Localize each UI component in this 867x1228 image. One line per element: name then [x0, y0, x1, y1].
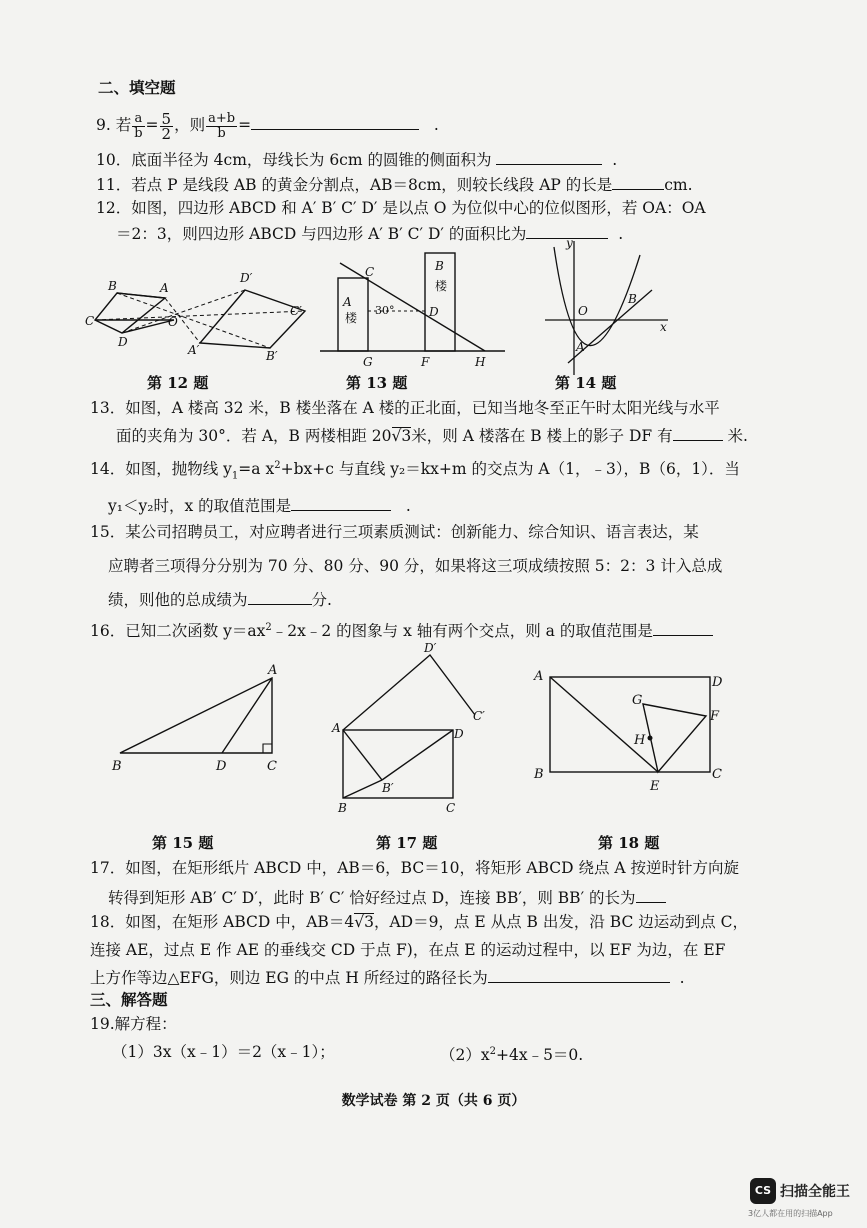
question-17-line-1: 17．如图，在矩形纸片 ABCD 中，AB＝6，BC＝10，将矩形 ABCD 绕点 A 按逆时针方向旋 — [90, 859, 740, 877]
fig15-label: C — [267, 759, 277, 774]
watermark-tagline: 3亿人都在用的扫描App — [748, 1209, 833, 1218]
fig14-label: x — [660, 320, 667, 334]
answer-blank-15[interactable] — [248, 588, 312, 605]
fig13-label: F — [421, 355, 430, 369]
question-16: 16．已知二次函数 $y=ax^2﹣2x﹣2$ 的图象与 x 轴有两个交点，则 a 的取值范围是 — [90, 618, 713, 641]
figure-17 — [330, 640, 500, 820]
fig13-label: 30° — [375, 304, 395, 317]
question-19-title: 19.解方程： — [90, 1015, 177, 1033]
caption-18: 第 18 题 — [598, 834, 660, 852]
watermark-app-name: 扫描全能王 — [780, 1184, 850, 1200]
rect-abcd — [550, 677, 710, 772]
fig15-label: D — [216, 759, 227, 774]
fig13-label: C — [365, 265, 375, 279]
fig12-label: C′ — [290, 304, 302, 318]
fig18-label: E — [650, 779, 660, 794]
fig12-label: A′ — [188, 343, 200, 357]
question-14-line-2: y₁＜y₂时，x 的取值范围是 . — [108, 494, 411, 516]
fig17-label: C — [446, 801, 456, 815]
question-13-line-1: 13．如图，A 楼高 32 米，B 楼坐落在 A 楼的正北面，已知当地冬至正午时太阳光线与水平 — [90, 399, 720, 417]
fig12-label: B — [108, 279, 117, 293]
section-title-solutions: 三、解答题 — [90, 990, 168, 1009]
fig18-label: B — [534, 767, 544, 782]
fig17-label: B — [338, 801, 347, 815]
fig17-label: A — [332, 721, 341, 735]
answer-blank-13[interactable] — [673, 424, 723, 441]
fig18-label: H — [634, 733, 646, 748]
rect-abcd — [343, 730, 453, 798]
answer-blank-9[interactable] — [251, 113, 419, 130]
fig18-label: A — [534, 669, 544, 684]
fraction-5-over-2: $\frac{5}{2}$ — [161, 109, 172, 143]
caption-12: 第 12 题 — [147, 374, 209, 392]
fig13-label: G — [363, 355, 373, 369]
question-12-line-1: 12．如图，四边形 ABCD 和 A′ B′ C′ D′ 是以点 O 为位似中心的位似图形，若 OA：OA — [96, 199, 706, 217]
fig14-label: y — [566, 236, 573, 250]
fraction-a-plus-b-over-b: $\frac{a+b}{b}$ — [208, 110, 236, 141]
scanner-watermark — [746, 1178, 866, 1222]
figure-15 — [100, 660, 300, 780]
rect-prime-sides — [343, 655, 475, 730]
question-14-line-1: 14．如图，抛物线 $y_1=a$ $x^2+bx+c$ 与直线 y₂＝kx+m 的交点为 A（1，﹣3），B（6，1）．当 — [90, 460, 740, 482]
answer-blank-10[interactable] — [496, 148, 602, 165]
fig13-label: B — [435, 259, 444, 273]
page-footer: 数学试卷 第 2 页（共 6 页） — [341, 1093, 526, 1109]
caption-13: 第 13 题 — [346, 374, 408, 392]
quad-abcd-prime — [200, 290, 305, 348]
fig17-label: D — [454, 727, 464, 741]
caption-17: 第 17 题 — [376, 834, 438, 852]
caption-15: 第 15 题 — [152, 834, 214, 852]
fig12-label: D — [118, 335, 128, 349]
answer-blank-14[interactable] — [291, 494, 391, 511]
fig12-label: D′ — [240, 271, 253, 285]
fig18-label: G — [632, 693, 643, 708]
answer-blank-16[interactable] — [653, 619, 713, 636]
answer-blank-17[interactable] — [636, 886, 666, 903]
question-17-line-2: 转得到矩形 AB′ C′ D′，此时 B′ C′ 恰好经过点 D，连接 BB′，则 BB′ 的长为 — [108, 886, 666, 908]
fig12-label: A — [160, 281, 169, 295]
question-18-line-2: 连接 AE，过点 E 作 AE 的垂线交 CD 于点 F)，在点 E 的运动过程中，以 EF 为边，在 EF — [90, 941, 726, 959]
fig13-label: 楼 — [435, 279, 448, 293]
question-15-line-2: 应聘者三项得分分别为 70 分、80 分、90 分，如果将这三项成绩按照 5：2：3 计入总成 — [108, 557, 723, 575]
fig17-label: D′ — [424, 641, 437, 655]
fig12-label: B′ — [266, 349, 278, 363]
fig12-label: O — [168, 315, 178, 329]
figure-18 — [528, 662, 738, 802]
figure-13 — [315, 248, 515, 388]
fig17-label: C′ — [473, 709, 485, 723]
question-18-line-1: 18．如图，在矩形 ABCD 中，AB＝4√3，AD＝9，点 E 从点 B 出发，沿 BC 边运动到点 C， — [90, 913, 749, 931]
fig15-label: A — [268, 663, 278, 678]
fig17-label: B′ — [382, 781, 394, 795]
question-15-line-1: 15．某公司招聘员工，对应聘者进行三项素质测试：创新能力、综合知识、语言表达，某 — [90, 523, 699, 541]
question-10: 10．底面半径为 4cm，母线长为 6cm 的圆锥的侧面积为 . — [96, 148, 617, 170]
fig12-label: C — [85, 314, 95, 328]
figure-12 — [80, 268, 315, 368]
fig13-label: 楼 — [345, 311, 358, 325]
point-h — [648, 736, 653, 741]
question-9: 9. 若 $\frac{a}{b}$ = $\frac{5}{2}$ ，则 $\frac{a+b}{b}$ = . — [96, 109, 439, 143]
segment-ae — [550, 677, 658, 772]
fig14-label: O — [578, 304, 588, 318]
fig13-label: D — [429, 305, 439, 319]
fraction-a-over-b: $\frac{a}{b}$ — [134, 110, 143, 141]
question-15-line-3: 绩，则他的总成绩为 分. — [108, 588, 332, 610]
fig18-label: C — [712, 767, 722, 782]
section-title-fill-in: 二、填空题 — [98, 78, 176, 97]
caption-14: 第 14 题 — [555, 374, 617, 392]
question-19-part-2: $(2)x^2+4x﹣5=0$. — [440, 1046, 584, 1065]
fig15-label: B — [112, 759, 122, 774]
question-19-part-1: （1）3x（x﹣1）＝2（x﹣1）； — [112, 1043, 335, 1061]
figure-14 — [540, 235, 680, 380]
question-11: 11．若点 P 是线段 AB 的黄金分割点，AB＝8cm，则较长线段 AP 的长是 cm. — [96, 173, 693, 195]
fig14-label: A — [576, 340, 585, 354]
camscanner-logo-icon: CS — [750, 1178, 776, 1204]
question-18-line-3: 上方作等边△EFG，则边 EG 的中点 H 所经过的路径长为 . — [90, 966, 685, 988]
fig18-label: F — [710, 709, 720, 724]
answer-blank-11[interactable] — [612, 173, 664, 190]
fig14-label: B — [628, 292, 637, 306]
fig13-label: H — [475, 355, 486, 369]
answer-blank-18[interactable] — [488, 966, 670, 983]
question-13-line-2: 面的夹角为 30°．若 A，B 两楼相距 20√3米，则 A 楼落在 B 楼上的影子 DF 有 米. — [116, 424, 748, 446]
fig13-label: A — [343, 295, 352, 309]
quad-abcd — [95, 293, 165, 333]
q9-prefix: 9. 若 — [96, 116, 132, 134]
triangle-abc — [120, 678, 272, 753]
fig18-label: D — [712, 675, 723, 690]
segment-ad — [222, 678, 272, 753]
question-12-line-2: ＝2：3，则四边形 ABCD 与四边形 A′ B′ C′ D′ 的面积比为 . — [116, 222, 623, 244]
